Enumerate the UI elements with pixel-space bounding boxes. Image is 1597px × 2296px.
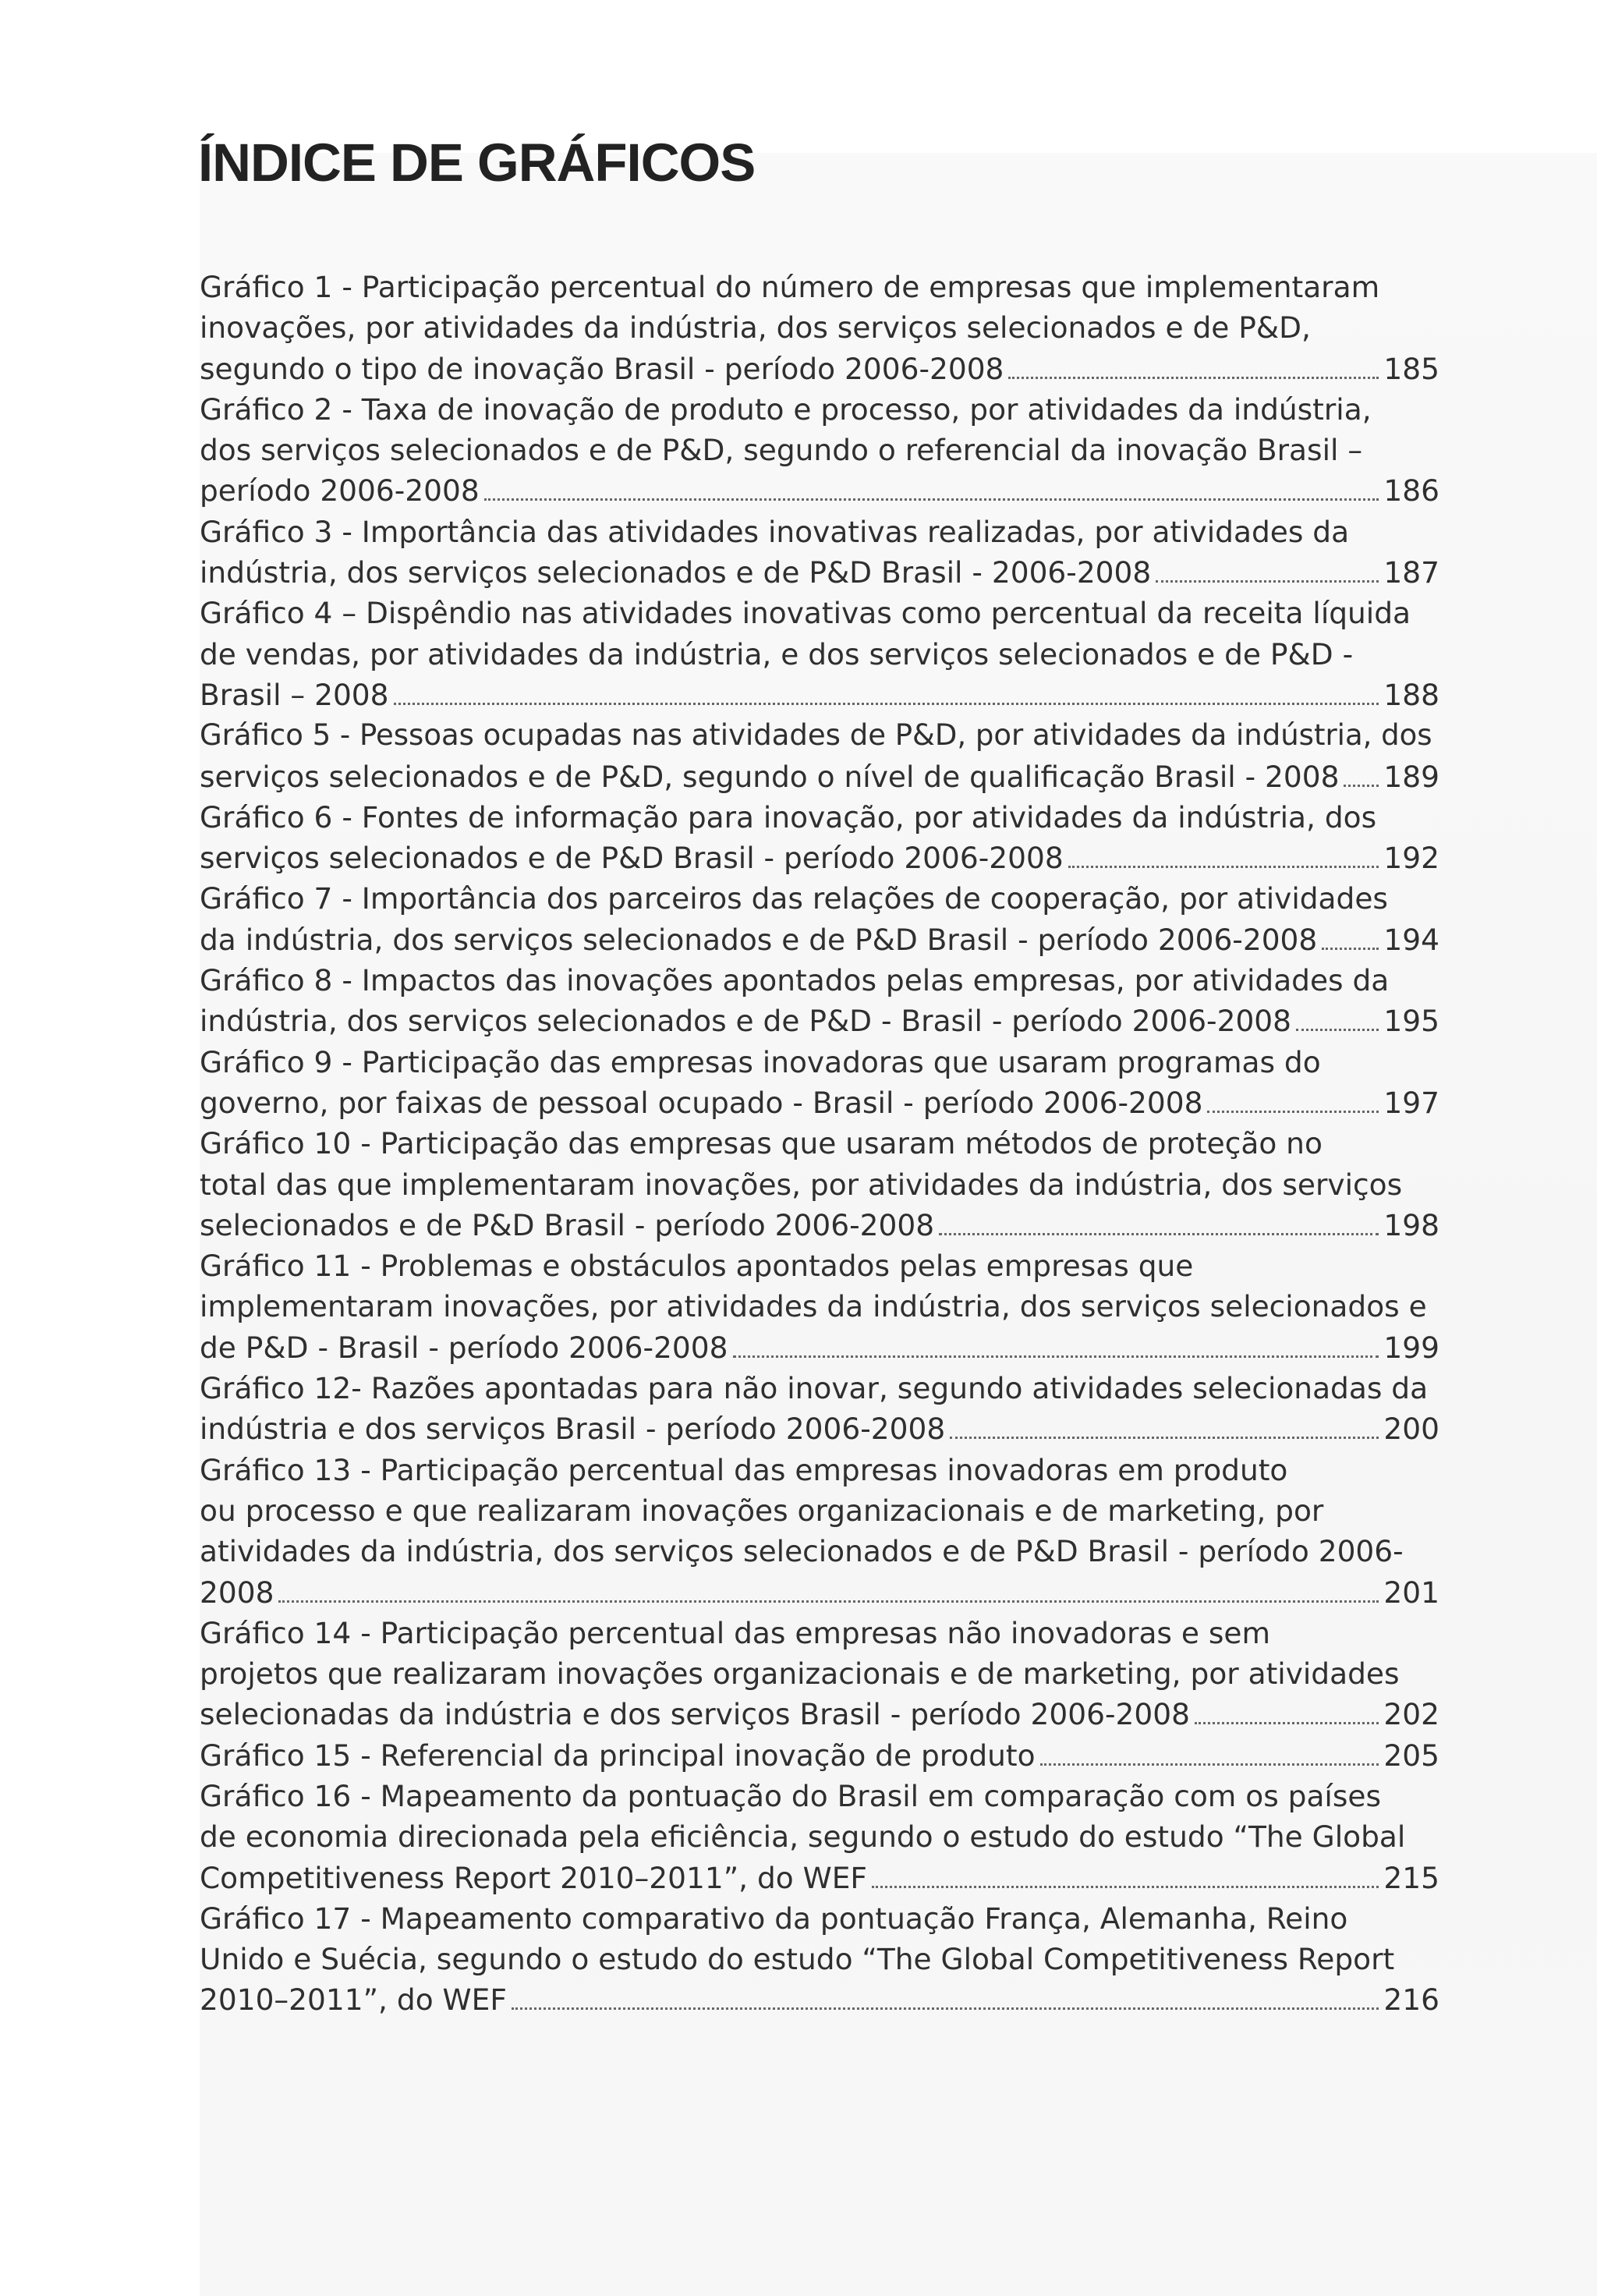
dot-leader: [278, 1600, 1379, 1603]
toc-entry-text-line: Gráfico 2 - Taxa de inovação de produto e processo, por atividades da indústria,: [200, 392, 1372, 427]
toc-entry-final-line: [200, 1735, 1439, 1776]
dot-leader: [733, 1355, 1379, 1358]
toc-entry-text-line: período 2006-2008: [200, 473, 480, 508]
toc-entry-text-line: inovações, por atividades da indústria, dos serviços selecionados e de P&D,: [200, 310, 1311, 345]
dot-leader: [1296, 1029, 1379, 1031]
toc-entry[interactable]: [200, 1123, 1439, 1245]
page-number: 199: [1383, 1330, 1439, 1365]
toc-entry-text-line: Gráfico 11 - Problemas e obstáculos apontados pelas empresas que: [200, 1249, 1194, 1284]
toc-entry-final-line: [200, 349, 1439, 389]
page-number: 202: [1383, 1697, 1439, 1732]
toc-entry-text-line: Gráfico 5 - Pessoas ocupadas nas atividades de P&D, por atividades da indústria, dos: [200, 718, 1432, 753]
toc-entry-text-line: Competitiveness Report 2010–2011”, do WEF: [200, 1860, 867, 1895]
dot-leader: [512, 2007, 1379, 2010]
dot-leader: [1207, 1111, 1379, 1113]
dot-leader: [1344, 785, 1379, 787]
toc-entry[interactable]: [200, 797, 1439, 879]
toc-entry[interactable]: [200, 1245, 1439, 1368]
toc-entry[interactable]: [200, 512, 1439, 593]
dot-leader: [1068, 866, 1379, 868]
page-number: 194: [1383, 922, 1439, 957]
toc-entry-text-line: Gráfico 15 - Referencial da principal inovação de produto: [200, 1738, 1036, 1773]
toc-entry-final-line: [200, 838, 1439, 878]
dot-leader: [1040, 1763, 1379, 1766]
toc-entry-text-line: serviços selecionados e de P&D, segundo o nível de qualificação Brasil - 2008: [200, 759, 1340, 794]
toc-entry[interactable]: [200, 1042, 1439, 1124]
toc-entry-text-line: Gráfico 13 - Participação percentual das empresas inovadoras em produto: [200, 1452, 1288, 1487]
dot-leader: [1195, 1722, 1379, 1724]
dot-leader: [872, 1886, 1379, 1888]
toc-entry[interactable]: [200, 1613, 1439, 1735]
toc-entry-text-line: Gráfico 8 - Impactos das inovações apontados pelas empresas, por atividades da: [200, 963, 1390, 998]
toc-entry-final-line: [200, 552, 1439, 593]
page-number: 216: [1383, 1982, 1439, 2018]
toc-entry[interactable]: [200, 1776, 1439, 1898]
toc-entry-text-line: indústria, dos serviços selecionados e de P&D - Brasil - período 2006-2008: [200, 1004, 1292, 1039]
toc-entry-text-line: ou processo e que realizaram inovações organizacionais e de marketing, por: [200, 1493, 1324, 1528]
toc-entry[interactable]: [200, 593, 1439, 715]
toc-entry-text-line: projetos que realizaram inovações organizacionais e de marketing, por atividades: [200, 1656, 1400, 1692]
page-number: 215: [1383, 1860, 1439, 1895]
toc-entry-text-line: de economia direcionada pela eficiência, segundo o estudo do estudo “The Global: [200, 1819, 1406, 1855]
dot-leader: [950, 1437, 1379, 1439]
toc-entry-final-line: [200, 1327, 1439, 1368]
toc-entry-text-line: serviços selecionados e de P&D Brasil - período 2006-2008: [200, 841, 1064, 876]
page-number: 188: [1383, 677, 1439, 712]
toc-entry-text-line: indústria, dos serviços selecionados e de P&D Brasil - 2006-2008: [200, 555, 1152, 590]
dot-leader: [939, 1233, 1379, 1235]
toc-entry-text-line: Gráfico 17 - Mapeamento comparativo da pontuação França, Alemanha, Reino: [200, 1901, 1348, 1936]
toc-entry[interactable]: [200, 1735, 1439, 1776]
toc-entry-text-line: Gráfico 16 - Mapeamento da pontuação do Brasil em comparação com os países: [200, 1778, 1381, 1813]
page-number: 198: [1383, 1207, 1439, 1242]
toc-entry-text-line: selecionadas da indústria e dos serviços Brasil - período 2006-2008: [200, 1697, 1190, 1732]
toc-entry-final-line: [200, 1205, 1439, 1245]
toc-entry-text-line: indústria e dos serviços Brasil - período 2006-2008: [200, 1412, 946, 1447]
toc-entry-text-line: selecionados e de P&D Brasil - período 2006-2008: [200, 1207, 935, 1242]
toc-entry-final-line: [200, 1082, 1439, 1123]
toc-entry-final-line: [200, 1408, 1439, 1449]
dot-leader: [1322, 948, 1379, 950]
toc-entry-text-line: de vendas, por atividades da indústria, e dos serviços selecionados e de P&D -: [200, 636, 1354, 671]
toc-entry-text-line: atividades da indústria, dos serviços selecionados e de P&D Brasil - período 2006-: [200, 1534, 1404, 1569]
toc-entry[interactable]: [200, 389, 1439, 512]
toc-entry-final-line: [200, 1979, 1439, 2020]
page-number: 200: [1383, 1412, 1439, 1447]
toc-entry[interactable]: [200, 1450, 1439, 1613]
chart-index-list: [200, 267, 1439, 2021]
toc-entry-text-line: 2008: [200, 1575, 274, 1610]
toc-entry[interactable]: [200, 960, 1439, 1042]
dot-leader: [1156, 580, 1379, 583]
page-number: 195: [1383, 1004, 1439, 1039]
page-number: 185: [1383, 351, 1439, 386]
toc-entry-final-line: [200, 470, 1439, 511]
toc-entry-text-line: 2010–2011”, do WEF: [200, 1982, 507, 2018]
toc-entry-text-line: Gráfico 12- Razões apontadas para não inovar, segundo atividades selecionadas da: [200, 1371, 1429, 1406]
page-number: 192: [1383, 841, 1439, 876]
page-number: 187: [1383, 555, 1439, 590]
toc-entry-text-line: segundo o tipo de inovação Brasil - período 2006-2008: [200, 351, 1004, 386]
toc-entry-final-line: [200, 1572, 1439, 1613]
toc-entry-text-line: total das que implementaram inovações, por atividades da indústria, dos serviços: [200, 1167, 1403, 1202]
toc-entry-text-line: Brasil – 2008: [200, 677, 389, 712]
toc-entry[interactable]: [200, 267, 1439, 389]
page-number: 205: [1383, 1738, 1439, 1773]
toc-entry-final-line: [200, 919, 1439, 960]
toc-entry[interactable]: [200, 715, 1439, 797]
toc-entry-text-line: Gráfico 9 - Participação das empresas inovadoras que usaram programas do: [200, 1044, 1321, 1079]
toc-entry-text-line: Gráfico 1 - Participação percentual do número de empresas que implementaram: [200, 270, 1380, 304]
page-title: ÍNDICE DE GRÁFICOS: [198, 133, 756, 193]
toc-entry-final-line: [200, 1694, 1439, 1734]
toc-entry[interactable]: [200, 1368, 1439, 1450]
page-number: 201: [1383, 1575, 1439, 1610]
page-number: 189: [1383, 759, 1439, 794]
dot-leader: [1008, 377, 1379, 379]
toc-entry-final-line: [200, 1858, 1439, 1898]
toc-entry-text-line: Unido e Suécia, segundo o estudo do estudo “The Global Competitiveness Report: [200, 1942, 1395, 1977]
page-number: 186: [1383, 473, 1439, 508]
dot-leader: [394, 703, 1379, 705]
toc-entry-text-line: implementaram inovações, por atividades da indústria, dos serviços selecionados e: [200, 1289, 1427, 1324]
toc-entry-final-line: [200, 1001, 1439, 1041]
toc-entry-text-line: da indústria, dos serviços selecionados e de P&D Brasil - período 2006-2008: [200, 922, 1318, 957]
toc-entry-text-line: dos serviços selecionados e de P&D, segundo o referencial da inovação Brasil –: [200, 433, 1363, 468]
toc-entry-text-line: de P&D - Brasil - período 2006-2008: [200, 1330, 728, 1365]
toc-entry[interactable]: [200, 1898, 1439, 2021]
toc-entry-final-line: [200, 756, 1439, 797]
toc-entry-text-line: Gráfico 4 – Dispêndio nas atividades inovativas como percentual da receita líquida: [200, 596, 1411, 631]
toc-entry-text-line: Gráfico 7 - Importância dos parceiros das relações de cooperação, por atividades: [200, 881, 1388, 916]
toc-entry-text-line: Gráfico 10 - Participação das empresas que usaram métodos de proteção no: [200, 1126, 1323, 1161]
toc-entry-final-line: [200, 675, 1439, 715]
toc-entry-text-line: Gráfico 3 - Importância das atividades inovativas realizadas, por atividades da: [200, 514, 1350, 549]
toc-entry-text-line: governo, por faixas de pessoal ocupado - Brasil - período 2006-2008: [200, 1085, 1203, 1120]
toc-entry-text-line: Gráfico 6 - Fontes de informação para inovação, por atividades da indústria, dos: [200, 799, 1377, 834]
dot-leader: [484, 498, 1379, 501]
page-number: 197: [1383, 1085, 1439, 1120]
toc-entry-text-line: Gráfico 14 - Participação percentual das empresas não inovadoras e sem: [200, 1615, 1271, 1650]
toc-entry[interactable]: [200, 878, 1439, 960]
